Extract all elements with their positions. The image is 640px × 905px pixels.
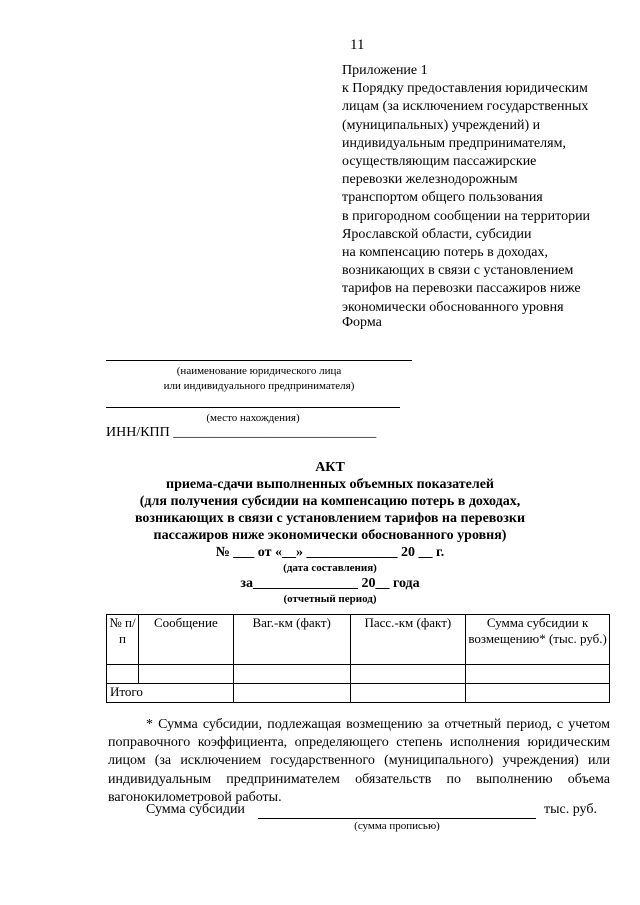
appendix-line: транспортом общего пользования <box>342 190 543 206</box>
act-title: АКТ <box>315 460 345 475</box>
table-cell[interactable] <box>138 665 233 684</box>
appendix-line: к Порядку предоставления юридическим <box>342 81 588 97</box>
table-cell[interactable] <box>350 665 466 684</box>
appendix-line: в пригородном сообщении на территории <box>342 208 591 224</box>
table-cell[interactable] <box>107 665 139 684</box>
location-line <box>106 407 400 408</box>
inn-kpp-field: ИНН/КПП _____________________________ <box>106 425 377 440</box>
appendix-block <box>342 62 632 317</box>
table-row <box>107 665 610 684</box>
date-caption: (дата составления) <box>283 562 377 574</box>
appendix-line: (муниципальных) учреждений) и <box>342 117 541 133</box>
header-cell-passenger-km: Пасс.-км (факт) <box>350 615 466 665</box>
act-subtitle-line: (для получения субсидии на компенсацию потерь в доходах, <box>139 494 521 509</box>
appendix-line: экономически обоснованного уровня <box>342 299 564 315</box>
page-number: 11 <box>350 37 365 53</box>
sum-caption: (сумма прописью) <box>354 820 440 832</box>
header-cell-car-km: Ваг.-км (факт) <box>233 615 350 665</box>
sum-unit: тыс. руб. <box>544 802 597 817</box>
table-cell[interactable] <box>466 684 610 703</box>
act-subtitle-line: пассажиров ниже экономически обоснованного уровня) <box>153 528 507 543</box>
table-cell[interactable] <box>233 684 350 703</box>
appendix-line: Приложение 1 <box>342 63 428 78</box>
form-label: Форма <box>342 315 382 330</box>
org-name-caption: или индивидуального предпринимателя) <box>163 380 355 392</box>
table-cell[interactable] <box>466 665 610 684</box>
appendix-line: тарифов на перевозки пассажиров ниже <box>342 281 581 297</box>
org-name-line <box>106 360 412 361</box>
appendix-line: индивидуальным предпринимателям, <box>342 135 566 151</box>
table-total-row <box>107 684 610 703</box>
sum-label: Сумма субсидии <box>146 802 245 817</box>
org-name-caption: (наименование юридического лица <box>176 365 342 377</box>
total-label: Итого <box>107 684 234 703</box>
appendix-line: на компенсацию потерь в доходах, <box>342 245 548 261</box>
location-caption: (место нахождения) <box>206 412 300 424</box>
act-subtitle-line: возникающих в связи с установлением тарифов на перевозки <box>134 511 526 526</box>
act-subtitle-line: приема-сдачи выполненных объемных показателей <box>166 477 494 492</box>
header-cell-message: Сообщение <box>138 615 233 665</box>
sum-input-line[interactable] <box>258 818 536 819</box>
period-line: за_______________ 20__ года <box>240 576 420 591</box>
appendix-line: возникающих в связи с установлением <box>342 263 574 279</box>
appendix-line: осуществляющим пассажирские <box>342 154 537 170</box>
table-cell[interactable] <box>350 684 466 703</box>
appendix-line: лицам (за исключением государственных <box>342 99 589 115</box>
footnote <box>108 716 610 807</box>
period-caption: (отчетный период) <box>283 593 377 605</box>
appendix-line: Ярославской области, субсидии <box>342 226 532 242</box>
header-cell-number: № п/п <box>107 615 139 665</box>
footnote-text: * Сумма субсидии, подлежащая возмещению за отчетный период, с учетом поправочного коэффициента, определяющего степень исполнения юридическим лицом (за исключением государственного (муниципального) учреждения) или индивидуальным предпринимателем обязательств по выполнению объема вагонокилометровой работы. <box>108 717 610 805</box>
table-cell[interactable] <box>233 665 350 684</box>
subsidy-table <box>106 614 610 703</box>
appendix-line: перевозки железнодорожным <box>342 172 518 188</box>
act-number-line: № ___ от «__» _____________ 20 __ г. <box>215 545 445 560</box>
table-header-row <box>107 615 610 665</box>
header-cell-subsidy-sum: Сумма субсидии к возмещению* (тыс. руб.) <box>466 615 610 665</box>
